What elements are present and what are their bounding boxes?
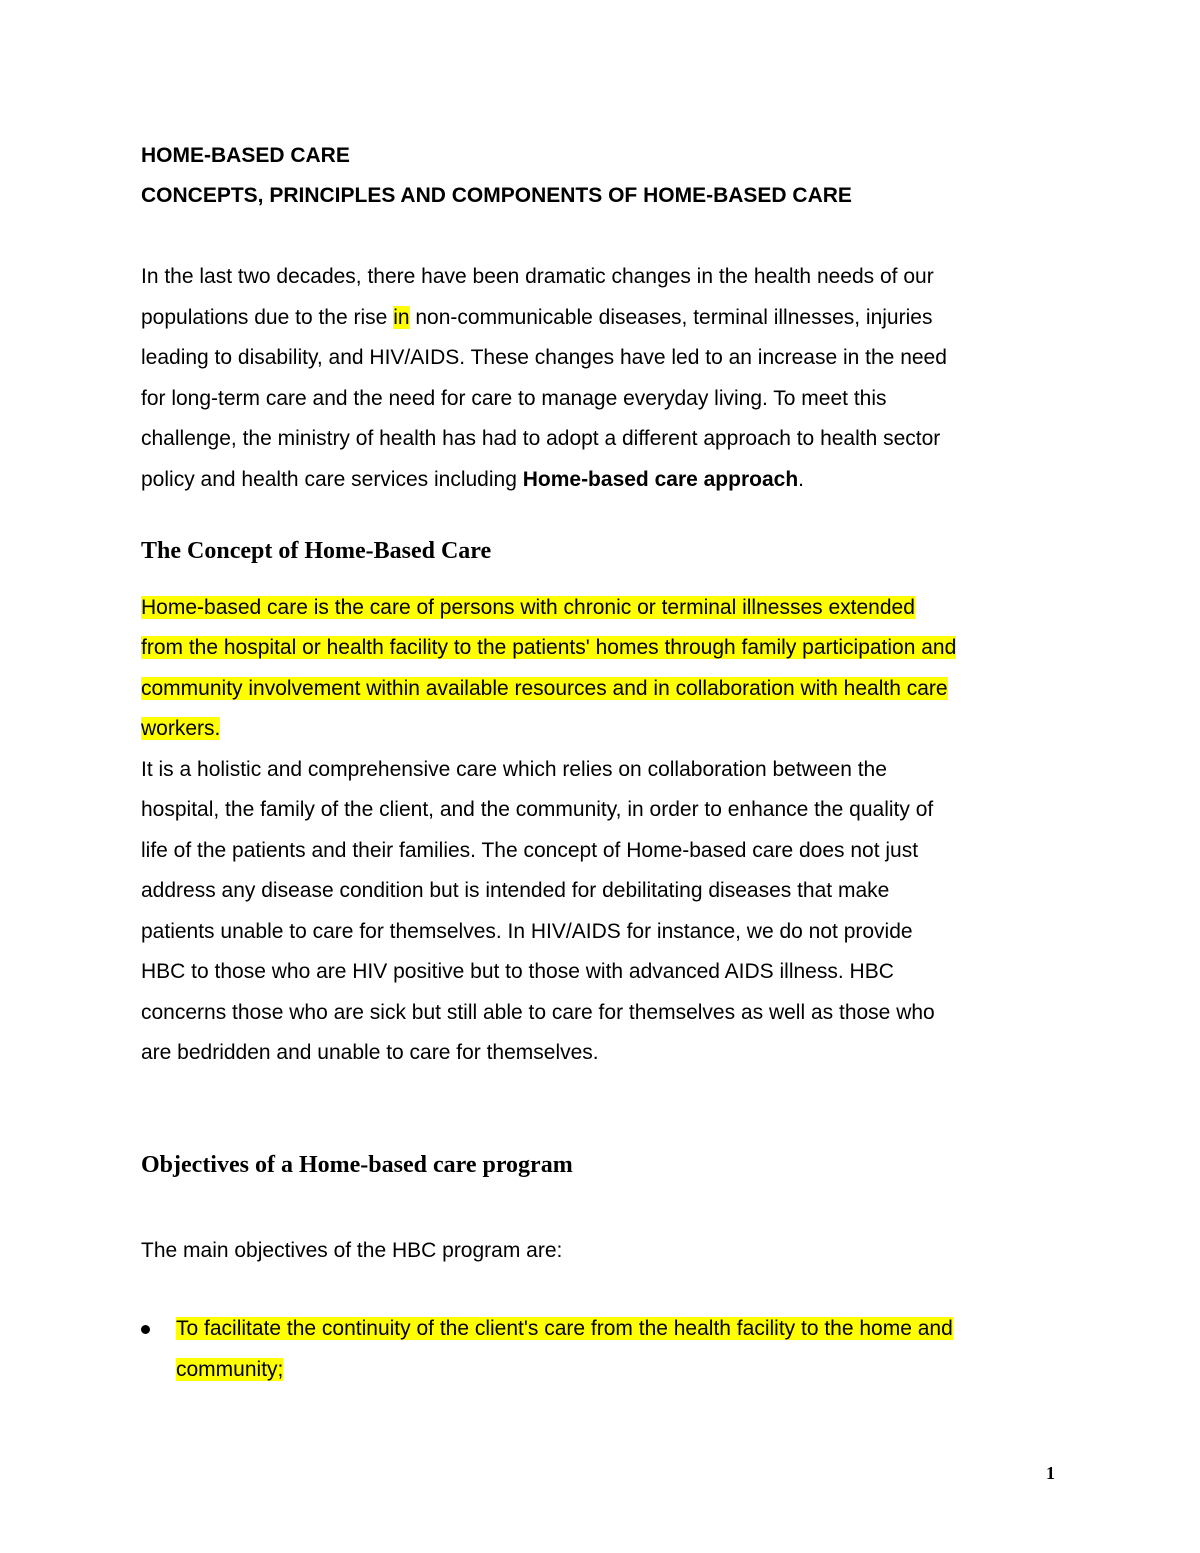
- intro-line-4: for long-term care and the need for care to manage everyday living. To meet this: [141, 387, 887, 410]
- intro-line-2: [141, 304, 932, 332]
- concept-highlight-3: community involvement within available resources and in collaboration with health care: [141, 677, 948, 700]
- page-number: 1: [1046, 1463, 1055, 1483]
- bullet-1-highlight-1: To facilitate the continuity of the client's care from the health facility to the home and: [176, 1317, 953, 1340]
- intro-line-2-pre: populations due to the rise: [141, 306, 394, 329]
- concept-line-11: concerns those who are sick but still able to care for themselves as well as those who: [141, 1001, 935, 1024]
- bullet-icon: [141, 1325, 150, 1334]
- concept-heading: The Concept of Home-Based Care: [141, 538, 492, 564]
- objectives-heading: Objectives of a Home-based care program: [141, 1152, 573, 1178]
- concept-highlight-1: Home-based care is the care of persons with chronic or terminal illnesses extended: [141, 596, 915, 619]
- concept-line-1: [141, 594, 915, 622]
- intro-line-6-pre: policy and health care services including: [141, 468, 523, 491]
- intro-line-3: leading to disability, and HIV/AIDS. These changes have led to an increase in the need: [141, 346, 947, 369]
- concept-line-7: life of the patients and their families. The concept of Home-based care does not just: [141, 839, 919, 862]
- objectives-intro: The main objectives of the HBC program are:: [141, 1239, 563, 1262]
- concept-highlight-4: workers.: [141, 717, 221, 740]
- intro-line-2-post: non-communicable diseases, terminal illnesses, injuries: [409, 306, 933, 329]
- concept-line-2: [141, 634, 956, 662]
- document-subtitle: CONCEPTS, PRINCIPLES AND COMPONENTS OF HOME-BASED CARE: [141, 184, 852, 207]
- concept-line-8: address any disease condition but is intended for debilitating diseases that make: [141, 879, 890, 902]
- intro-line-6: [141, 466, 804, 494]
- concept-line-12: are bedridden and unable to care for themselves.: [141, 1041, 599, 1064]
- highlighted-word: in: [393, 306, 410, 329]
- concept-line-3: [141, 675, 948, 703]
- intro-line-1: In the last two decades, there have been dramatic changes in the health needs of our: [141, 265, 934, 288]
- concept-line-6: hospital, the family of the client, and the community, in order to enhance the quality of: [141, 798, 934, 821]
- concept-line-10: HBC to those who are HIV positive but to those with advanced AIDS illness. HBC: [141, 960, 894, 983]
- concept-line-9: patients unable to care for themselves. In HIV/AIDS for instance, we do not provide: [141, 920, 913, 943]
- bullet-1-line-2: [176, 1356, 283, 1384]
- intro-line-5: challenge, the ministry of health has had to adopt a different approach to health sector: [141, 427, 941, 450]
- document-title: HOME-BASED CARE: [141, 144, 350, 167]
- bullet-1-highlight-2: community;: [176, 1358, 284, 1381]
- concept-line-4: [141, 715, 220, 743]
- intro-line-6-post: .: [798, 468, 804, 491]
- home-based-care-approach-bold: Home-based care approach: [522, 468, 799, 491]
- concept-highlight-2: from the hospital or health facility to the patients' homes through family participation and: [141, 636, 957, 659]
- concept-line-5: It is a holistic and comprehensive care which relies on collaboration between the: [141, 758, 887, 781]
- bullet-1-line-1: [176, 1315, 953, 1343]
